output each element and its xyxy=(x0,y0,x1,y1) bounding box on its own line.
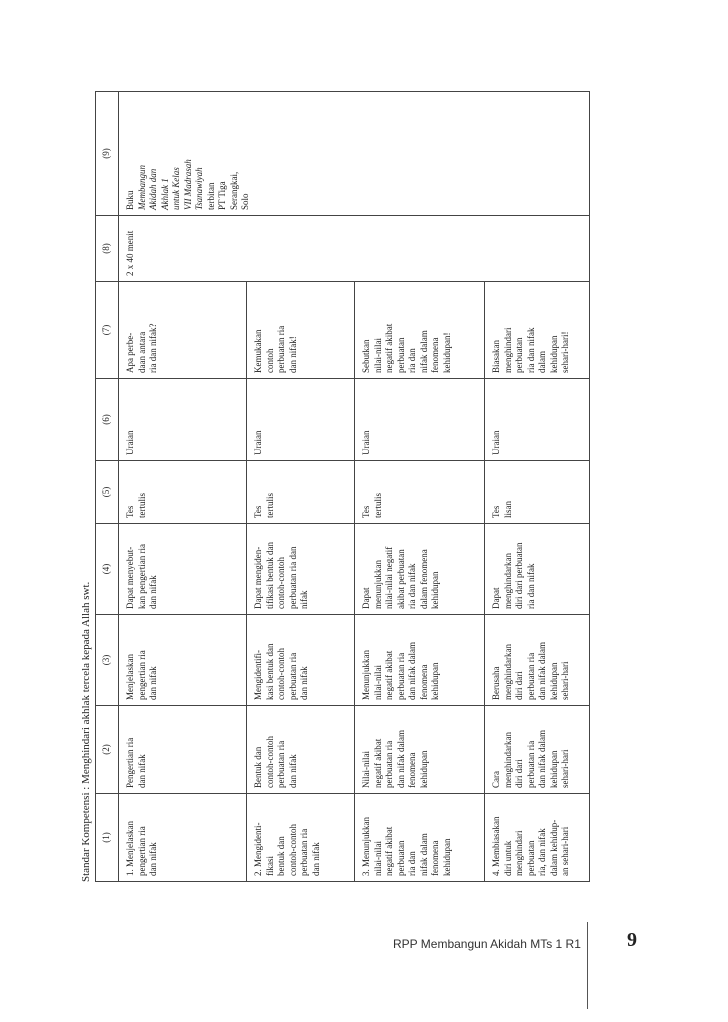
rpp-table xyxy=(95,91,590,882)
cell-bentuk: Uraian xyxy=(355,379,485,461)
page-number: 9 xyxy=(627,929,637,951)
cell-kompetensi-dasar: 4. Membiasakan diri untuk menghindari perbuatan ria, dan nifak dalam kehidup- an sehari-hari xyxy=(485,794,590,882)
source-publisher: terbitan PT Tiga Serangkai, Solo xyxy=(205,171,251,210)
header-cell: (6) xyxy=(96,379,119,461)
cell-materi: Nilai-nilai negatif akibat perbuatan ria dan nifak dalam fenomena kehidupan xyxy=(355,706,485,794)
cell-kompetensi-dasar: 1. Menjelaskan pengertian ria dan nifak xyxy=(119,794,247,882)
cell-indikator: Dapat menyebut- kan pengertian ria dan nifak xyxy=(119,524,247,615)
cell-teknik: Tes lisan xyxy=(485,461,590,524)
cell-kegiatan: Berusaha menghindarkan diri dari perbuatan ria dan nifak dalam kehidupan sehari-hari xyxy=(485,615,590,706)
cell-bentuk: Uraian xyxy=(119,379,247,461)
header-cell: (3) xyxy=(96,615,119,706)
header-cell: (1) xyxy=(96,794,119,882)
header-cell: (5) xyxy=(96,461,119,524)
cell-kegiatan: Mengidentifi- kasi bentuk dan contoh-contoh perbuatan ria dan nifak xyxy=(247,615,355,706)
cell-indikator: Dapat menunjukkan nilai-nilai negatif akibat perbuatan ria dan nifak dalam fenomena kehidupan xyxy=(355,524,485,615)
cell-materi: Pengertian ria dan nifak xyxy=(119,706,247,794)
cell-contoh-instrumen: Apa perbe- daan antara ria dan nifak? xyxy=(119,282,247,379)
page-footer-title: RPP Membangun Akidah MTs 1 R1 xyxy=(393,937,581,951)
cell-alokasi-waktu: 2 x 40 menit xyxy=(119,216,590,282)
cell-kompetensi-dasar: 2. Mengidenti- fikasi bentuk dan contoh-contoh perbuatan ria dan nifak xyxy=(247,794,355,882)
cell-contoh-instrumen: Biasakan menghindari perbuatan ria dan nifak dalam kehidupan sehari-hari! xyxy=(485,282,590,379)
table-row xyxy=(119,92,247,882)
cell-bentuk: Uraian xyxy=(485,379,590,461)
header-cell: (2) xyxy=(96,706,119,794)
cell-sumber-belajar xyxy=(119,92,590,216)
header-cell: (4) xyxy=(96,524,119,615)
header-cell: (8) xyxy=(96,216,119,282)
cell-contoh-instrumen: Sebutkan nilai-nilai negatif akibat perbuatan ria dan nifak dalam fenomena kehidupan! xyxy=(355,282,485,379)
header-cell: (7) xyxy=(96,282,119,379)
cell-kompetensi-dasar: 3. Menunjukkan nilai-nilai negatif akibat perbuatan ria dan nifak dalam fenomena kehidupan xyxy=(355,794,485,882)
cell-kegiatan: Menjelaskan pengertian ria dan nifak xyxy=(119,615,247,706)
footer-divider xyxy=(587,922,588,1009)
cell-contoh-instrumen: Kemukakan contoh perbuatan ria dan nifak! xyxy=(247,282,355,379)
cell-bentuk: Uraian xyxy=(247,379,355,461)
standard-kompetensi: Standar Kompetensi : Menghindari akhlak tercela kepada Allah swt. xyxy=(80,581,92,882)
cell-kegiatan: Menunjukkan nilai-nilai negatif akibat perbuatan ria dan nifak dalam fenomena kehidupan xyxy=(355,615,485,706)
cell-indikator: Dapat mengiden- tifikasi bentuk dan contoh-contoh perbuatan ria dan nifak xyxy=(247,524,355,615)
cell-materi: Bentuk dan contoh-contoh perbuatan ria dan nifak xyxy=(247,706,355,794)
cell-indikator: Dapat menghindarkan diri dari perbuatan ria dan nifak xyxy=(485,524,590,615)
rotated-page-content xyxy=(80,92,577,882)
source-label: Buku xyxy=(125,190,135,210)
header-row xyxy=(96,92,119,882)
cell-materi: Cara menghindarkan diri dari perbuatan ria dan nifak dalam kehidupan sehari-hari xyxy=(485,706,590,794)
source-title: Membangun Akidah dan Akhlak 1 untuk Kelas VII Madrasah Tsanawiyah xyxy=(136,159,205,210)
cell-teknik: Tes tertulis xyxy=(355,461,485,524)
header-cell: (9) xyxy=(96,92,119,216)
cell-teknik: Tes tertulis xyxy=(247,461,355,524)
cell-teknik: Tes tertulis xyxy=(119,461,247,524)
